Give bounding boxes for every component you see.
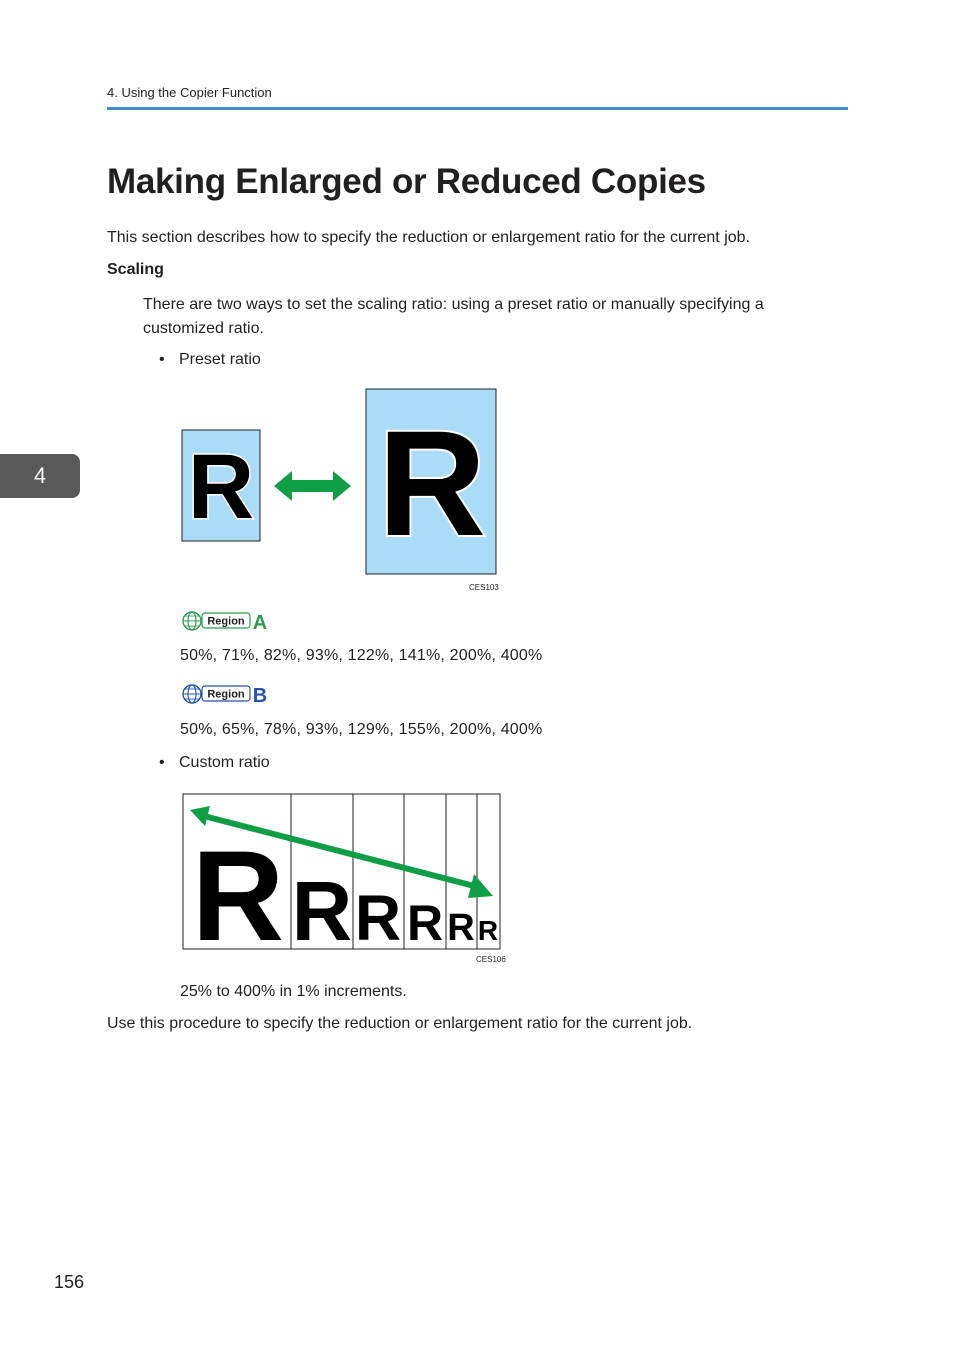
- region-b-ratios: 50%, 65%, 78%, 93%, 129%, 155%, 200%, 400%: [180, 721, 543, 738]
- page-title: Making Enlarged or Reduced Copies: [107, 162, 706, 201]
- region-b-letter: B: [252, 685, 268, 705]
- running-head: 4. Using the Copier Function: [107, 85, 272, 100]
- chapter-tab: 4: [0, 454, 80, 498]
- r-letter-200: R: [291, 864, 353, 952]
- scaling-heading: Scaling: [107, 261, 164, 278]
- bullet-custom-ratio: [159, 754, 270, 772]
- figure-code-custom: CES106: [476, 955, 506, 964]
- region-a-badge: [180, 610, 272, 632]
- r-letter-400: R: [191, 825, 285, 952]
- intro-text: This section describes how to specify the reduction or enlargement ratio for the current job.: [107, 229, 750, 246]
- preset-ratio-figure: [180, 387, 500, 579]
- header-rule: [107, 107, 848, 110]
- region-a-ratios: 50%, 71%, 82%, 93%, 122%, 141%, 200%, 400%: [180, 647, 543, 664]
- small-r-letter: R: [187, 436, 255, 538]
- r-letter-100: R: [406, 895, 444, 951]
- bullet-dot: •: [159, 351, 165, 368]
- page-number: 156: [54, 1272, 85, 1292]
- r-letter-141: R: [354, 882, 402, 952]
- r-letter-71: R: [447, 907, 475, 949]
- region-b-word: Region: [207, 688, 245, 701]
- region-a-word: Region: [207, 615, 245, 628]
- double-arrow-icon: [274, 471, 351, 501]
- procedure-text: Use this procedure to specify the reduction or enlargement ratio for the current job.: [107, 1015, 693, 1032]
- large-r-letter: R: [377, 399, 487, 567]
- globe-icon: [183, 685, 201, 703]
- region-a-letter: A: [252, 612, 268, 632]
- scaling-description: There are two ways to set the scaling ratio: using a preset ratio or manually specifying a customized ratio.: [143, 296, 764, 337]
- globe-icon: [183, 612, 201, 630]
- bullet-preset-ratio: [159, 351, 261, 369]
- bullet-custom-label: Custom ratio: [179, 754, 270, 771]
- bullet-dot: •: [159, 754, 165, 771]
- custom-ratio-range: 25% to 400% in 1% increments.: [180, 983, 407, 1000]
- bullet-preset-label: Preset ratio: [179, 351, 261, 368]
- custom-ratio-figure: [182, 792, 502, 952]
- figure-code-preset: CES103: [469, 583, 499, 592]
- r-letter-50: R: [477, 915, 499, 946]
- region-b-badge: [180, 683, 272, 705]
